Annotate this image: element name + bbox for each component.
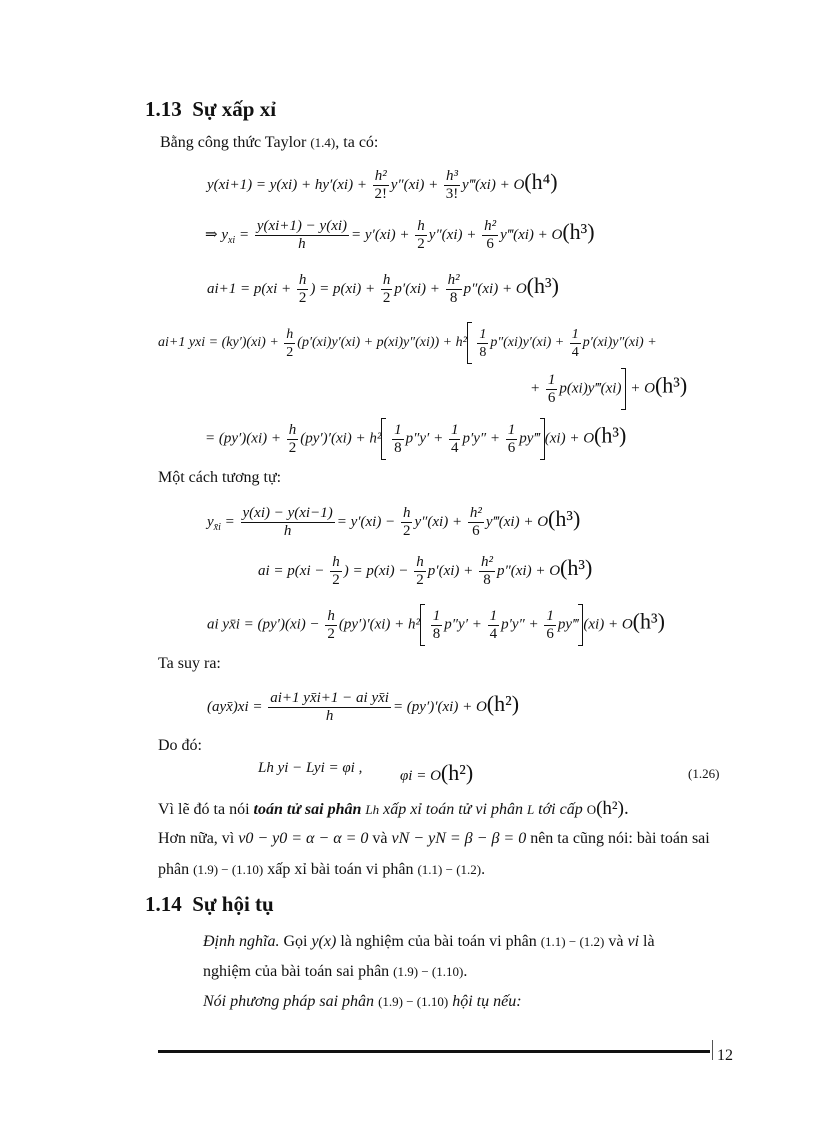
def1-ref: (1.1) − (1.2) [540,934,605,949]
eq6-term2: y″(xi) + [414,513,463,530]
equation-backward-difference [207,505,580,540]
eq10-order: (h²) [440,760,474,785]
para1-math2: L [526,802,535,817]
equation-truncation-error [258,760,362,777]
section-title: Sự xấp xỉ [192,97,277,121]
para1-math1: Lh [365,802,380,817]
eq9-rhs: = (py′)′(xi) + O [392,698,487,715]
eq4b-order: (h³) [654,372,688,398]
equation-taylor-expansion [207,168,558,203]
eq5-frac2: $\frac{1}{8}$ [394,421,402,456]
eq1-frac2: $\frac{\text{h³}}{3!}$ [445,168,459,202]
def1-math1: y(x) [311,933,337,950]
eq1-term1: y″(xi) + [390,176,439,193]
def1-text4: là [643,933,655,950]
para3-period: . [481,861,486,878]
eq2-order: (h³) [562,218,595,244]
eq9-lhs: (ayx̄)xi = [207,698,263,715]
eq2-frac3: $\frac{\text{h²}}{6}$ [484,218,497,252]
equation-a-y-expansion [158,322,657,364]
eq5-term4: py‴ [519,430,540,447]
eq2-frac2: $\frac{h}{2}$ [417,218,425,252]
equation-a-plus [207,272,559,307]
eq1-lhs: y(xi+1) = y(xi) + hy′(xi) + [207,176,367,193]
eq8-frac4: $\frac{1}{6}$ [546,607,554,642]
eq4-mid: (p′(xi)y′(xi) + p(xi)y″(xi)) + h² [297,335,467,351]
eq8-tail: (xi) + O [583,616,633,633]
eq4-lhs: ai+1 yxi = (ky′)(xi) + [158,335,279,351]
def3-text2: hội tụ nếu: [452,993,522,1010]
equation-truncation-order [400,760,473,786]
eq6-sub: x̄i [213,521,221,533]
eq5-order: (h³) [594,422,627,448]
para2-text1: Hơn nữa, vì [158,830,235,847]
equation-forward-difference [205,218,595,253]
eq4-frac1: $\frac{h}{2}$ [286,326,294,360]
eq3-frac3: $\frac{\text{h²}}{8}$ [447,272,460,306]
eq4-term3: p′(xi)y″(xi) + [582,335,657,351]
intro-ref: (1.4) [310,135,336,150]
def1-math2: vi [627,933,640,950]
def2-text1: nghiệm của bài toán sai phân [203,963,390,980]
eq4b-term: p(xi)y‴(xi) [559,380,622,397]
definition-line-2 [203,963,467,981]
eq8-frac1: $\frac{h}{2}$ [327,607,335,642]
eq5-frac4: $\frac{1}{6}$ [507,421,516,456]
eq4b-tail: + O [630,380,655,397]
footer-rule [158,1050,710,1053]
para1-text1: Vì lẽ đó ta nói [158,801,250,818]
equation-a-minus [258,554,592,589]
definition-line-1 [203,933,655,951]
def1-label: Định nghĩa. [203,933,280,950]
eq7-mid: ) = p(xi) − [343,562,409,579]
eq8-frac3: $\frac{1}{4}$ [489,607,498,642]
page-number: 12 [717,1047,733,1064]
equation-py-result [205,418,626,460]
eq2-mid: = y′(xi) + [351,226,410,243]
eq4b-frac: $\frac{1}{6}$ [547,371,556,406]
eq5-tail: (xi) + O [544,430,595,447]
eq6-lhs: y [207,513,214,530]
eq7-term3: p″(xi) + O [497,562,561,579]
text-therefore: Do đó: [158,737,202,754]
section-number: 1.13 [145,97,182,121]
footer-divider [712,1040,713,1060]
def1-text2: là nghiệm của bài toán vi phân [340,933,537,950]
eq5-frac3: $\frac{1}{4}$ [450,421,459,456]
paragraph-problem-approx [158,861,485,879]
eq4-bracket-open [467,322,472,364]
def1-text3: và [608,933,624,950]
equation-a-y-continuation [530,368,687,410]
eq8-mid: (py′)′(xi) + h² [338,616,421,633]
paragraph-approximation [158,798,629,820]
eq6-frac1: $\frac{y(xi) - y(xi-1)}{h}$ [242,505,333,539]
eq4-term2: p″(xi)y′(xi) + [490,335,565,351]
eq2-sub: xi [227,234,236,246]
eq2-frac1: $\frac{y(xi+1) - y(xi)}{h}$ [256,218,348,252]
text-deduce: Ta suy ra: [158,655,221,672]
para1-o: O [586,802,597,817]
section-heading-1-13 [145,97,276,122]
eq8-lhs: ai yx̄i = (py′)(xi) − [207,616,320,633]
eq5-term2: p″y′ + [405,430,444,447]
eq8-term4: py‴ [557,616,579,633]
para2-math2: vN − yN = β − β = 0 [391,830,527,847]
paragraph-boundary [158,830,710,848]
intro-suffix: , ta có: [335,134,379,151]
eq7-frac1: $\frac{h}{2}$ [332,554,340,588]
eq5-lhs: = (py′)(xi) + [205,430,281,447]
eq1-frac1: $\frac{\text{h²}}{2!}$ [374,168,387,202]
eq3-lhs: ai+1 = p(xi + [207,280,292,297]
para3-text1: phân [158,861,190,878]
eq5-bracket-open [381,418,386,460]
eq1-order: (h⁴) [524,168,558,194]
equation-a-y-backward [207,604,665,646]
eq6-eq: = [224,513,235,530]
para2-text2: và [372,830,388,847]
eq4-frac3: $\frac{1}{4}$ [571,326,579,360]
section-number: 1.14 [145,892,182,916]
eq2-eq: = [238,226,250,243]
para1-emph1: toán tử sai phân [253,801,362,818]
eq2-term3: y‴(xi) + O [500,226,563,243]
eq7-frac2: $\frac{h}{2}$ [416,554,424,588]
def3-ref: (1.9) − (1.10) [378,994,449,1009]
eq3-term3: p″(xi) + O [463,280,527,297]
def1-text1: Gọi [283,933,308,950]
eq3-term2: p′(xi) + [394,280,440,297]
eq8-bracket-open [420,604,425,646]
eq7-term2: p′(xi) + [427,562,474,579]
eq3-mid: ) = p(xi) + [310,280,376,297]
def2-period: . [463,963,468,980]
para3-text2: xấp xỉ bài toán vi phân [267,861,414,878]
eq10-lhs: Lh yi − Lyi = φi , [258,760,363,776]
para2-math1: v0 − y0 = α − α = 0 [238,830,369,847]
eq6-mid: = y′(xi) − [336,513,396,530]
def2-ref: (1.9) − (1.10) [393,964,464,979]
eq9-frac: $\frac{\text{ai+1 yx̄i+1 − ai yx̄i}}{h}$ [270,690,389,724]
para1-emph3: tới cấp [538,801,583,818]
eq6-term3: y‴(xi) + O [485,513,549,530]
para1-emph2: xấp xỉ toán tử vi phân [383,801,523,818]
eq9-order: (h²) [486,690,520,716]
eq4b-plus: + [530,380,541,397]
eq10-rhs: φi = O [400,768,441,784]
eq3-frac2: $\frac{h}{2}$ [382,272,391,306]
para3-ref1: (1.9) − (1.10) [193,862,264,877]
eq5-mid: (py′)′(xi) + h² [300,430,382,447]
section-heading-1-14 [145,892,274,917]
eq8-frac2: $\frac{1}{8}$ [432,607,441,642]
eq6-order: (h³) [548,505,581,531]
intro-line [160,134,378,152]
eq7-order: (h³) [560,554,593,580]
eq7-frac3: $\frac{\text{h²}}{8}$ [481,554,494,588]
eq4b-bracket-close [621,368,626,410]
eq2-arrow: ⇒ y [205,226,228,243]
eq8-order: (h³) [632,608,665,634]
def3-text1: Nói phương pháp sai phân [203,993,375,1010]
eq6-frac2: $\frac{h}{2}$ [402,505,411,539]
eq7-lhs: ai = p(xi − [258,562,325,579]
eq8-term2: p″y′ + [444,616,482,633]
eq8-term3: p′y″ + [501,616,539,633]
eq5-frac1: $\frac{h}{2}$ [288,421,297,456]
definition-line-3 [203,993,522,1011]
eq3-order: (h³) [526,272,559,298]
eq6-frac3: $\frac{\text{h²}}{6}$ [469,505,482,539]
section-title: Sự hội tụ [192,892,274,916]
intro-text: Bằng công thức Taylor [160,134,307,151]
eq3-frac1: $\frac{h}{2}$ [298,272,307,306]
eq2-term2: y″(xi) + [428,226,477,243]
equation-number: (1.26) [688,766,720,781]
text-similarly: Một cách tương tự: [158,469,282,486]
equation-difference-operator [207,690,519,725]
para2-text3: nên ta cũng nói: bài toán sai [530,830,710,847]
para1-order: (h²). [596,798,629,819]
para3-ref2: (1.1) − (1.2) [417,862,482,877]
eq1-term2: y‴(xi) + O [462,176,525,193]
eq5-term3: p′y″ + [462,430,501,447]
eq4-frac2: $\frac{1}{8}$ [479,326,487,360]
